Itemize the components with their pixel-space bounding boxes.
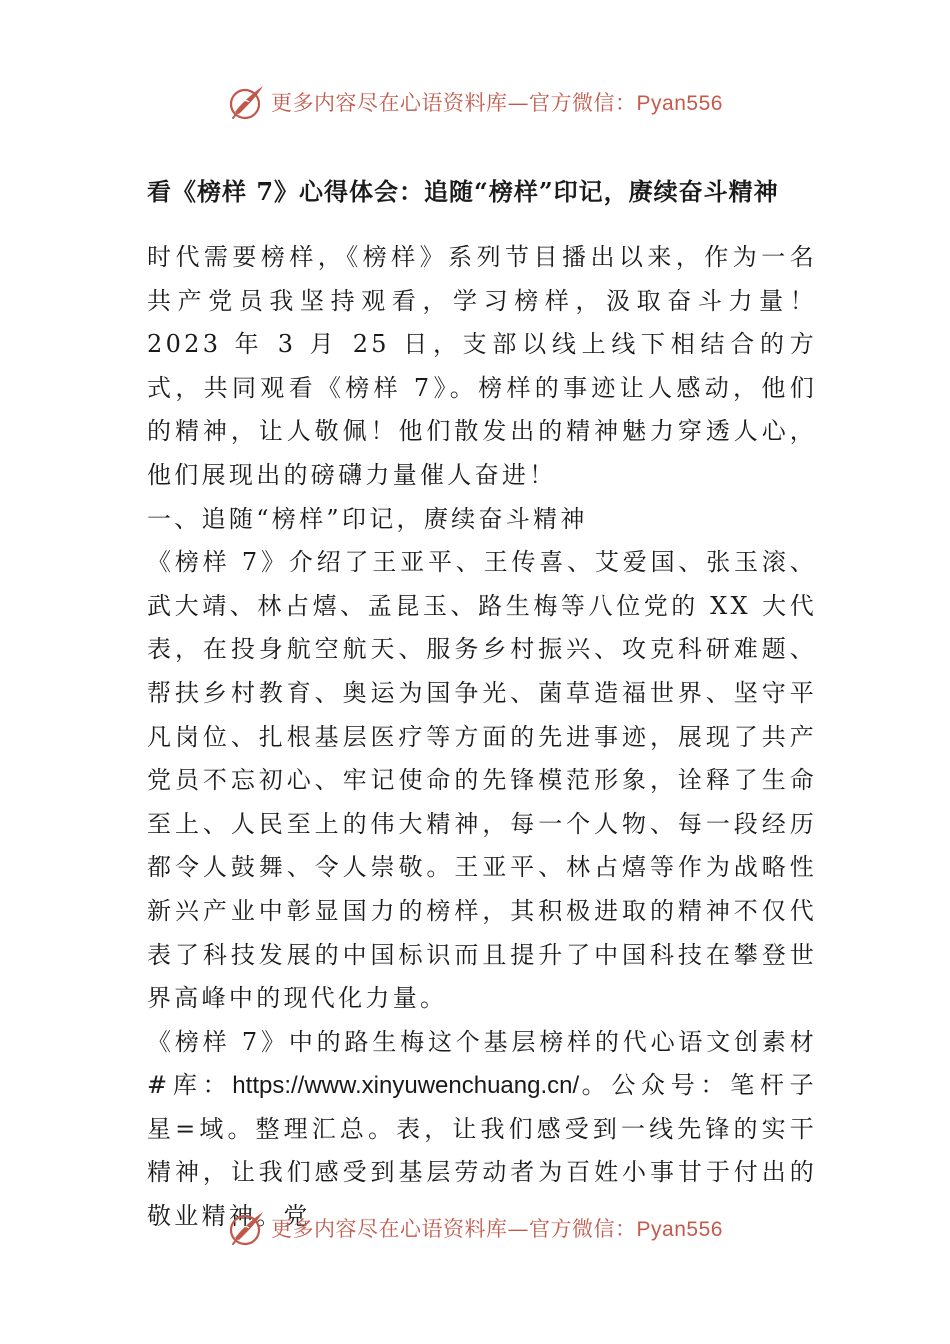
paragraph-lushengmei-end: 。公众号：笔杆子星=域。整理汇总。表，让我们感受到一线先锋的实干精神，让我们感受到基层劳动者为百姓小事甘于付出的敬业精神。党 [147,1071,817,1231]
footer-watermark-banner [0,1208,950,1248]
quill-logo-icon [227,1208,267,1248]
paragraph-intro: 时代需要榜样，《榜样》系列节目播出以来，作为一名共产党员我坚持观看，学习榜样，汲取奋斗力量！2023 年 3 月 25 日，支部以线上线下相结合的方式，共同观看《榜样 7》。榜样的事迹让人感动，他们的精神，让人敬佩！他们散发出的精神魅力穿透人心，他们展现出的磅礴力量催人奋进！ [147,243,817,489]
paragraph-models: 《榜样 7》介绍了王亚平、王传喜、艾爱国、张玉滚、武大靖、林占熺、孟昆玉、路生梅等八位党的 XX 大代表，在投身航空航天、服务乡村振兴、攻克科研难题、帮扶乡村教育、奥运为国争光、菌草造福世界、坚守平凡岗位、扎根基层医疗等方面的先进事迹，展现了共产党员不忘初心、牢记使命的先锋模范形象，诠释了生命至上、人民至上的伟大精神，每一个人物、每一段经历都令人鼓舞、令人崇敬。王亚平、林占熺等作为战略性新兴产业中彰显国力的榜样，其积极进取的精神不仅代表了科技发展的中国标识而且提升了中国科技在攀登世界高峰中的现代化力量。 [147,548,817,1013]
paragraph-lushengmei [147,1021,817,1239]
banner-wechat-id: Pyan556 [636,1218,723,1241]
banner-text [271,87,723,117]
banner-wechat-id: Pyan556 [636,92,723,115]
banner-main-text: 更多内容尽在心语资料库 [271,91,508,115]
source-url-link[interactable]: https://www.xinyuwenchuang.cn/ [232,1072,580,1100]
quill-logo-icon [227,82,267,122]
banner-dash: — [507,91,530,115]
document-title: 看《榜样 7》心得体会：追随“榜样”印记，赓续奋斗精神 [147,177,779,206]
document-body [147,236,817,1239]
banner-text [271,1213,723,1243]
section-heading-1: 一、追随“榜样”印记，赓续奋斗精神 [147,504,588,533]
paragraph-lushengmei-start: 《榜样 7》中的路生梅这个基层榜样的代心语文创素材#库： [147,1027,817,1100]
banner-main-text: 更多内容尽在心语资料库 [271,1217,508,1241]
banner-official-text: 官方微信： [529,91,637,115]
banner-dash: — [507,1217,530,1241]
banner-official-text: 官方微信： [529,1217,637,1241]
header-watermark-banner [0,82,950,122]
